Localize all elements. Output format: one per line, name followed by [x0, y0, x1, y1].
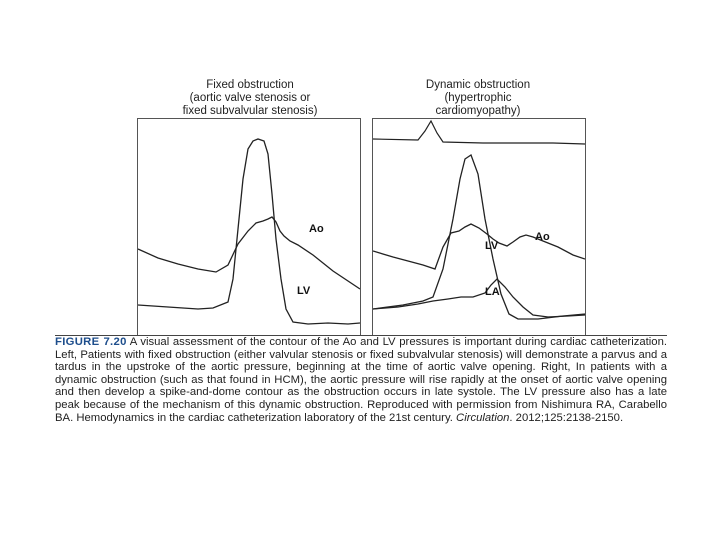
dynamic-obstruction-waveforms — [373, 119, 585, 335]
fixed-obstruction-tracing-panel — [137, 118, 361, 336]
right-panel-title — [372, 79, 584, 118]
right-title-line-3: cardiomyopathy) — [435, 105, 521, 117]
ecg-trace — [373, 121, 585, 144]
left-title-line-3: fixed subvalvular stenosis) — [182, 105, 318, 117]
left-title-line-1: Fixed obstruction — [206, 79, 294, 91]
right-title-line-2: (hypertrophic — [444, 92, 512, 104]
la-label: LA — [485, 286, 500, 298]
left-panel-title — [140, 79, 360, 118]
figure-label: FIGURE 7.20 — [55, 336, 127, 348]
citation-end: . 2012;125:2138-2150. — [509, 411, 624, 424]
ao-label: Ao — [309, 223, 324, 235]
right-title-line-1: Dynamic obstruction — [425, 79, 531, 91]
la-pressure-trace — [373, 279, 585, 317]
journal-name: Circulation — [456, 411, 510, 424]
lv-label: LV — [485, 240, 499, 252]
lv-label: LV — [297, 285, 311, 297]
left-title-line-2: (aortic valve stenosis or — [189, 92, 311, 104]
ao-label: Ao — [535, 231, 550, 243]
fixed-obstruction-waveforms — [138, 119, 360, 335]
dynamic-obstruction-tracing-panel — [372, 118, 586, 336]
ao-pressure-trace — [373, 224, 585, 269]
caption-text: A visual assessment of the contour of the Ao and LV pressures is important during cardiac catheterization. Left, Patients with fixed obstruction (either valvular stenosis or fixed subvalvular stenosis) will demonstrate a parvus and a tardus in the upstroke of the aortic pressure, beginning at the time of aortic valve opening. Right, In patients with a dynamic obstruction (such as that found in HCM), the aortic pressure will rise rapidly at the onset of aortic valve opening and then develop a spike-and-dome contour as the obstruction occurs in late systole. The LV pressure also has a late peak because of the mechanism of this dynamic obstruction. Reproduced with permission from Nishimura RA, Carabello BA. Hemodynamics in the cardiac catheterization laboratory of the 21st century. — [55, 336, 667, 424]
lv-pressure-trace — [138, 139, 360, 324]
figure-caption — [55, 335, 667, 424]
ao-pressure-trace — [138, 217, 360, 289]
